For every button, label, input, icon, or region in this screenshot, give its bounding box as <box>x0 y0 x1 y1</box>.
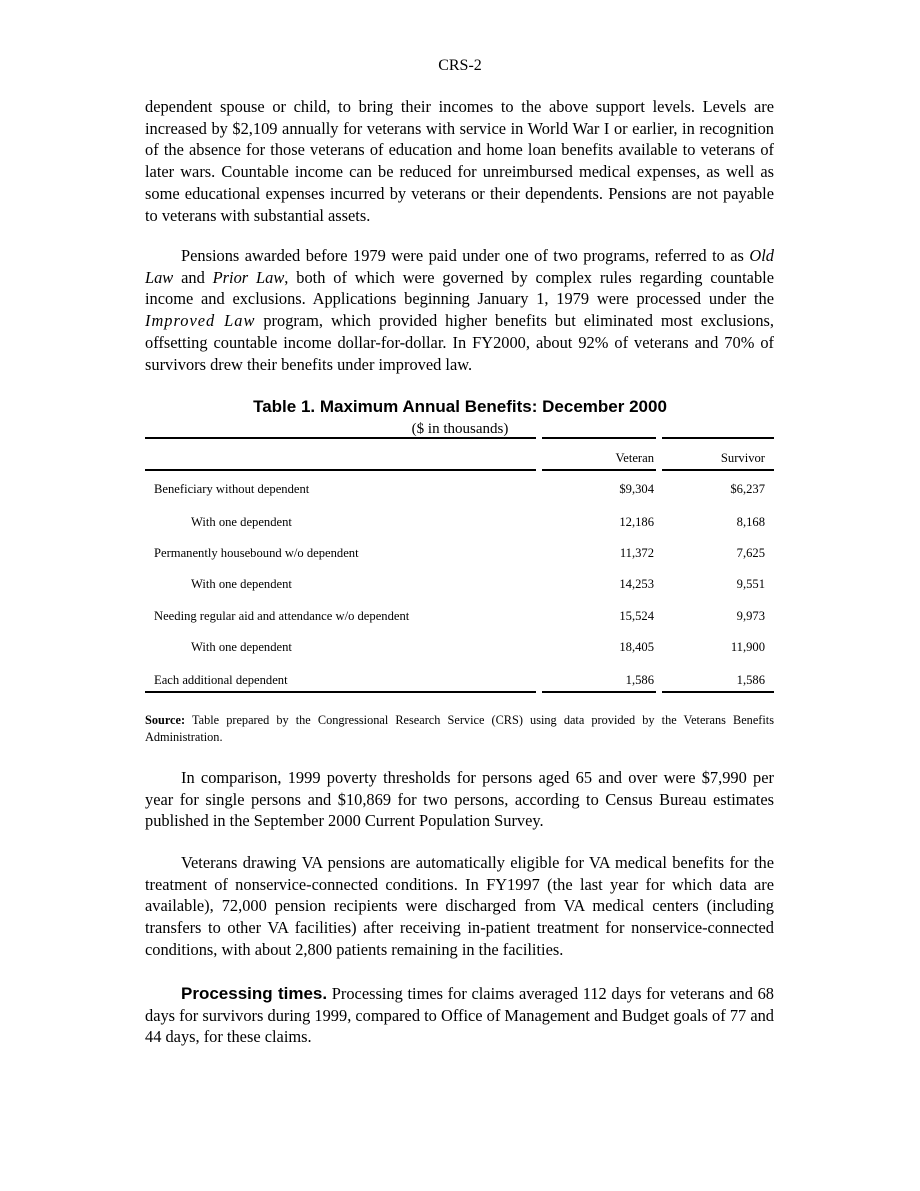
table-row-label: Beneficiary without dependent <box>154 482 310 496</box>
table-row-label: Needing regular aid and attendance w/o dependent <box>154 609 410 623</box>
column-header-veteran: Veteran <box>615 451 654 465</box>
table-cell-survivor: 9,551 <box>736 577 765 591</box>
paragraph-4: Veterans drawing VA pensions are automatically eligible for VA medical benefits for the treatment of nonservice-connected conditions. In FY1997 (the last year for which data are available), 72,000 pension recipients were discharged from VA medical centers (including transfers to other VA facilities) after receiving in-patient treatment for nonservice-connected conditions, with about 2,800 patients remaining in the facilities. <box>145 853 774 959</box>
table-cell-survivor: 9,973 <box>736 609 765 623</box>
paragraph-2-text-a: Pensions awarded before 1979 were paid under one of two programs, referred to as <box>181 246 750 265</box>
column-header-survivor: Survivor <box>720 451 765 465</box>
paragraph-2-text-c: , both of which were governed by complex rules regarding countable income and exclusions. Applications beginning January 1, 1979 were processed under the <box>145 267 774 309</box>
rule-gap <box>536 468 542 472</box>
improved-law-term: Improved Law <box>145 311 256 331</box>
table-cell-survivor: 1,586 <box>736 673 765 687</box>
section-heading-processing-times: Processing times. <box>181 984 328 1003</box>
table-cell-veteran: 15,524 <box>619 609 654 623</box>
paragraph-5-text: Processing times for claims averaged 112 days for veterans and 68 days for survivors during 1999, compared to Office of Management and Budget goals of 77 and 44 days, for these claims. <box>145 984 774 1047</box>
source-label: Source: <box>145 713 186 727</box>
old-law-term: Old Law <box>145 246 774 287</box>
table-header-rule <box>145 469 774 471</box>
paragraph-5 <box>145 983 774 1048</box>
paragraph-2-text-b: and <box>173 267 213 287</box>
source-text: Table prepared by the Congressional Research Service (CRS) using data provided by the Veterans Benefits Administration. <box>145 713 774 744</box>
paragraph-2-text-d: program, which provided higher benefits but eliminated most exclusions, offsetting countable income dollar-for-dollar. In FY2000, about 92% of veterans and 70% of survivors drew their benefits under improved law. <box>145 311 774 374</box>
table-bottom-rule <box>145 691 774 693</box>
rule-gap <box>536 436 542 440</box>
table-cell-survivor: 7,625 <box>736 546 765 560</box>
table-row-label: With one dependent <box>191 640 292 654</box>
table-cell-survivor: $6,237 <box>730 482 765 496</box>
table-row-label: With one dependent <box>191 577 292 591</box>
table-row-label: Each additional dependent <box>154 673 288 687</box>
page-header: CRS-2 <box>438 57 482 74</box>
table-subtitle: ($ in thousands) <box>411 421 509 437</box>
rule-gap <box>656 690 662 694</box>
table-cell-veteran: 12,186 <box>619 515 654 529</box>
table-source-note <box>145 712 774 746</box>
prior-law-term: Prior Law <box>212 267 285 287</box>
rule-gap <box>656 468 662 472</box>
table-cell-veteran: 18,405 <box>619 640 654 654</box>
table-cell-veteran: 1,586 <box>625 673 654 687</box>
rule-gap <box>536 690 542 694</box>
table-cell-survivor: 11,900 <box>730 640 765 654</box>
table-row-label: With one dependent <box>191 515 292 529</box>
table-cell-veteran: 11,372 <box>619 546 654 560</box>
table-title: Table 1. Maximum Annual Benefits: December 2000 <box>253 397 667 416</box>
paragraph-2 <box>145 245 774 375</box>
table-top-rule <box>145 437 774 439</box>
table-cell-survivor: 8,168 <box>736 515 765 529</box>
table-row-label: Permanently housebound w/o dependent <box>154 546 359 560</box>
paragraph-3: In comparison, 1999 poverty thresholds for persons aged 65 and over were $7,990 per year for single persons and $10,869 for two persons, according to Census Bureau estimates published in the September 2000 Current Population Survey. <box>145 768 774 831</box>
paragraph-1: dependent spouse or child, to bring their incomes to the above support levels. Levels are increased by $2,109 annually for veterans with service in World War I or earlier, in recognition of the absence for those veterans of education and home loan benefits available to veterans of later wars. Countable income can be reduced for unreimbursed medical expenses, as well as some educational expenses incurred by veterans or their dependents. Pensions are not payable to veterans with substantial assets. <box>145 97 774 225</box>
table-cell-veteran: $9,304 <box>619 482 654 496</box>
rule-gap <box>656 436 662 440</box>
table-cell-veteran: 14,253 <box>619 577 654 591</box>
